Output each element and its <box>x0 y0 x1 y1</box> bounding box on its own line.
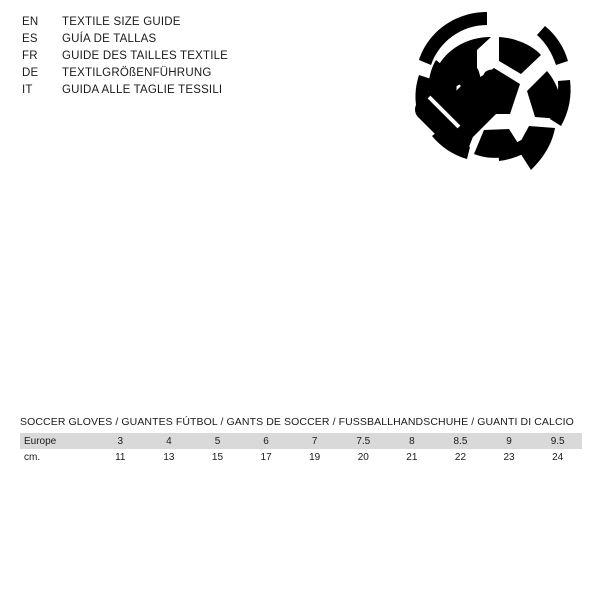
table-cell: 21 <box>406 451 418 463</box>
legend-label-it: GUIDA ALLE TAGLIE TESSILI <box>62 84 223 96</box>
legend-label-en: TEXTILE SIZE GUIDE <box>62 16 181 28</box>
row-header-cm: cm. <box>24 451 41 463</box>
table-cell: 7.5 <box>339 433 388 449</box>
size-table <box>20 433 582 465</box>
table-cell: 22 <box>454 451 467 463</box>
legend-code-fr: FR <box>22 50 38 62</box>
legend-code-en: EN <box>22 16 39 28</box>
table-cell: 17 <box>260 451 272 463</box>
table-cell: 19 <box>309 451 321 463</box>
table-cell: 8 <box>388 433 437 449</box>
soccer-glove-ball-icon <box>395 4 585 194</box>
language-legend <box>22 16 322 101</box>
legend-label-fr: GUIDE DES TAILLES TEXTILE <box>62 50 229 62</box>
table-cell: 8.5 <box>436 433 485 449</box>
legend-row <box>22 33 322 50</box>
table-cell: 6 <box>242 433 291 449</box>
table-row <box>20 433 582 449</box>
soccer-glove-ball-illustration <box>395 4 585 194</box>
table-cell: 23 <box>503 451 515 463</box>
legend-code-de: DE <box>22 67 39 79</box>
table-cell: 3 <box>96 433 145 449</box>
table-cell: 5 <box>193 433 242 449</box>
size-table-block <box>20 416 582 465</box>
legend-code-es: ES <box>22 33 38 45</box>
table-cell: 4 <box>145 433 194 449</box>
table-cell: 20 <box>357 451 369 463</box>
legend-label-de: TEXTILGRÖßENFÜHRUNG <box>62 67 212 79</box>
legend-code-it: IT <box>22 84 33 96</box>
table-cell: 7 <box>290 433 339 449</box>
table-row <box>20 449 582 465</box>
legend-row <box>22 84 322 101</box>
legend-row <box>22 67 322 84</box>
table-cell: 13 <box>163 451 175 463</box>
table-cell: 9.5 <box>533 433 582 449</box>
legend-row <box>22 50 322 67</box>
size-table-title: SOCCER GLOVES / GUANTES FÚTBOL / GANTS DE SOCCER / FUSSBALLHANDSCHUHE / GUANTI DI CALCIO <box>20 416 574 428</box>
table-cell: 24 <box>552 451 564 463</box>
table-cell: 9 <box>485 433 534 449</box>
table-cell: 15 <box>211 451 224 463</box>
legend-label-es: GUÍA DE TALLAS <box>62 33 157 45</box>
row-header-europe: Europe <box>20 433 96 449</box>
legend-row <box>22 16 322 33</box>
table-cell: 11 <box>115 451 126 463</box>
